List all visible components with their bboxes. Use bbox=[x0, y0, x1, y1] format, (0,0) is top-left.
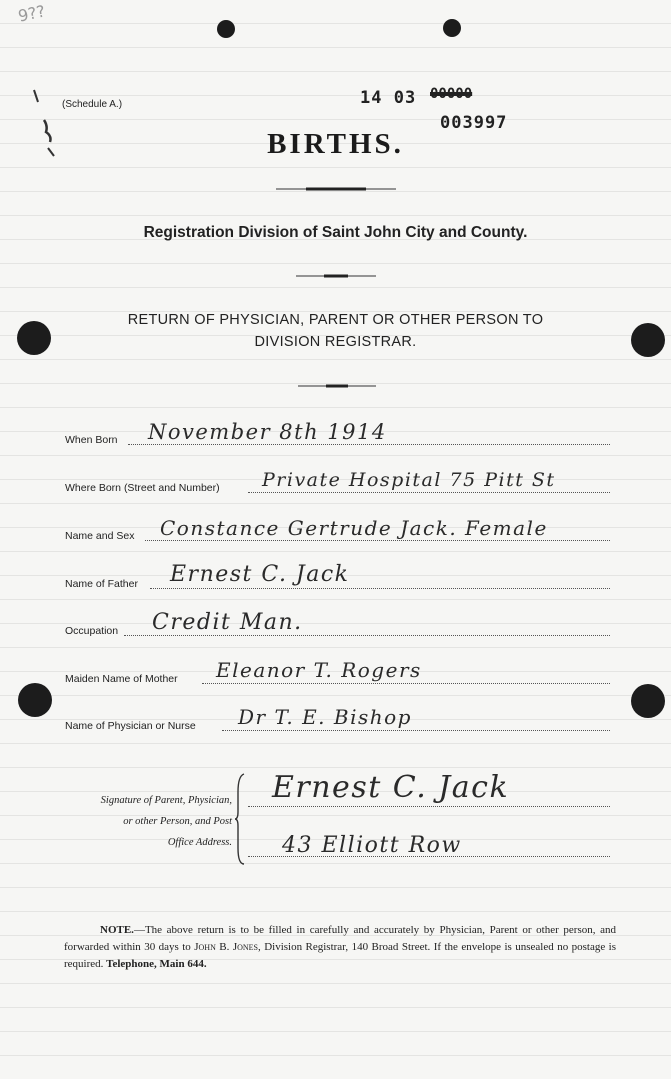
note-text-1: —The above return is to be filled in carefully and accurately by Physician, Parent or other person, and forwarded within 30 days to bbox=[64, 924, 616, 953]
registrar-name: John B. Jones bbox=[194, 941, 258, 953]
father-label: Name of Father bbox=[65, 578, 138, 590]
name-sex-label: Name and Sex bbox=[65, 530, 135, 542]
return-heading-line1: RETURN OF PHYSICIAN, PARENT OR OTHER PERSON TO bbox=[127, 312, 544, 328]
stamp-serial-number: 003997 bbox=[440, 113, 508, 133]
mother-value: Eleanor T. Rogers bbox=[216, 658, 422, 682]
name-sex-line bbox=[145, 540, 610, 541]
where-born-value: Private Hospital 75 Pitt St bbox=[262, 469, 556, 491]
name-sex-value: Constance Gertrude Jack. Female bbox=[160, 516, 548, 540]
signature-label-line1: Signature of Parent, Physician, bbox=[100, 795, 232, 806]
return-heading bbox=[0, 309, 671, 353]
when-born-line bbox=[128, 444, 610, 445]
ornament-rule-3 bbox=[298, 381, 376, 391]
signature-address-value: 43 Elliott Row bbox=[282, 833, 462, 858]
punch-hole-top-right bbox=[443, 19, 461, 37]
return-heading-line2: DIVISION REGISTRAR. bbox=[254, 334, 417, 350]
note-paragraph bbox=[64, 922, 616, 973]
punch-hole-right-lower bbox=[631, 684, 665, 718]
when-born-value: November 8th 1914 bbox=[148, 420, 387, 444]
where-born-line bbox=[248, 492, 610, 493]
physician-label: Name of Physician or Nurse bbox=[65, 720, 196, 732]
ornament-rule-1 bbox=[276, 184, 396, 194]
mother-line bbox=[202, 683, 610, 684]
form-title: BIRTHS. bbox=[267, 128, 404, 160]
physician-value: Dr T. E. Bishop bbox=[238, 705, 412, 729]
note-lead: NOTE. bbox=[100, 924, 134, 936]
note-text-2: , Division Registrar, 140 Broad Street. If the envelope is unsealed no postage is required. bbox=[64, 941, 617, 970]
father-line bbox=[150, 588, 610, 589]
signature-name-line bbox=[248, 806, 610, 807]
schedule-label: (Schedule A.) bbox=[62, 99, 123, 110]
where-born-label: Where Born (Street and Number) bbox=[65, 482, 220, 494]
stamp-struck-number: 00000 bbox=[430, 86, 473, 102]
corner-pencil-mark: 9?? bbox=[16, 1, 47, 26]
signature-name-value: Ernest C. Jack bbox=[272, 770, 510, 805]
father-value: Ernest C. Jack bbox=[170, 562, 350, 587]
registration-division: Registration Division of Saint John City and County. bbox=[143, 224, 528, 241]
punch-hole-top-left bbox=[217, 20, 235, 38]
mother-label: Maiden Name of Mother bbox=[65, 673, 178, 685]
when-born-label: When Born bbox=[65, 434, 118, 446]
ornament-rule-2 bbox=[296, 271, 376, 281]
signature-label-line3: Office Address. bbox=[167, 837, 232, 848]
occupation-label: Occupation bbox=[65, 625, 119, 637]
stamp-top-number: 14 03 bbox=[360, 88, 417, 108]
punch-hole-left-lower bbox=[18, 683, 52, 717]
signature-label bbox=[0, 790, 232, 853]
occupation-value: Credit Man. bbox=[152, 610, 303, 635]
telephone: Telephone, Main 644. bbox=[106, 958, 207, 970]
signature-brace bbox=[234, 772, 248, 866]
signature-label-line2: or other Person, and Post bbox=[123, 816, 232, 827]
occupation-line bbox=[124, 635, 610, 636]
physician-line bbox=[222, 730, 610, 731]
